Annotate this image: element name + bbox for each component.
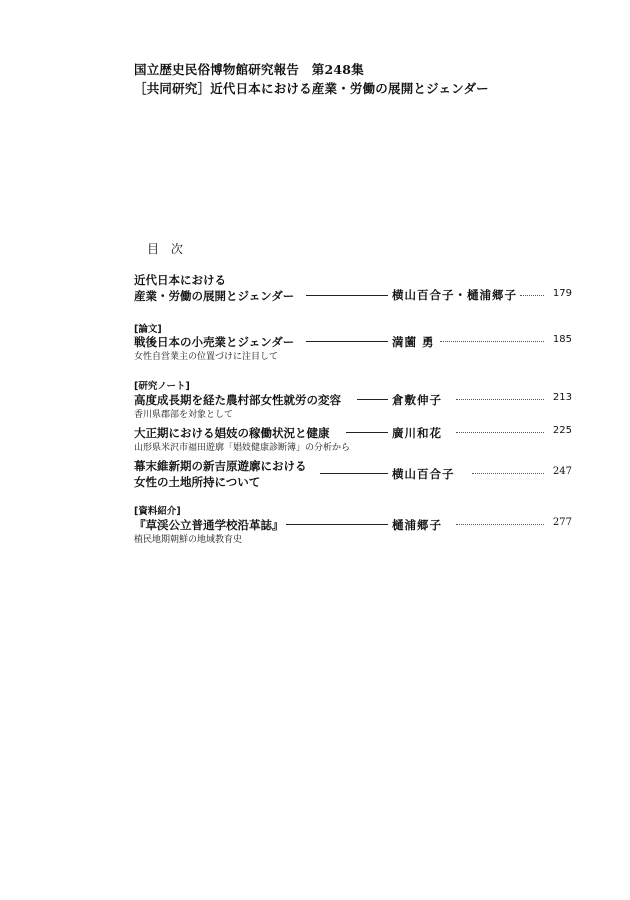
leader-dots [472, 473, 544, 474]
toc-entry-intro[interactable] [134, 272, 572, 304]
entry-page: 179 [552, 288, 572, 299]
entry-author: 満薗 勇 [392, 335, 435, 349]
volume-title: ［共同研究］近代日本における産業・労働の展開とジェンダー [134, 81, 489, 96]
entry-title: 『草渓公立普通学校沿革誌』 [134, 518, 284, 532]
section-label-research-note: [研究ノート] [134, 381, 190, 392]
entry-page: 213 [552, 392, 572, 403]
leader-dash [346, 432, 388, 433]
section-label-material: [資料紹介] [134, 506, 181, 517]
report-header [134, 60, 489, 98]
entry-subtitle: 植民地期朝鮮の地域教育史 [134, 535, 243, 545]
leader-dots [456, 524, 544, 525]
entry-title-line: 女性の土地所持について [134, 475, 261, 489]
entry-author: 樋浦郷子 [392, 518, 442, 532]
entry-page: 277 [552, 517, 572, 528]
entry-title-line: 幕末維新期の新吉原遊廓における [134, 459, 307, 473]
leader-dots [456, 432, 544, 433]
toc-entry[interactable] [134, 458, 572, 490]
toc-heading: 目 次 [147, 242, 187, 256]
toc-entry[interactable] [134, 392, 572, 421]
series-line: 国立歴史民俗博物館研究報告 第248集 [134, 62, 364, 77]
entry-subtitle: 香川県郡部を対象として [134, 410, 234, 420]
entry-author: 廣川和花 [392, 426, 442, 440]
leader-dash [306, 295, 388, 296]
leader-dash [306, 341, 388, 342]
entry-author: 横山百合子 [392, 467, 455, 481]
entry-author: 倉敷伸子 [392, 393, 442, 407]
entry-title-line: 近代日本における [134, 273, 226, 287]
entry-page: 185 [552, 334, 572, 345]
toc-entry[interactable] [134, 425, 572, 454]
entry-title: 戦後日本の小売業とジェンダー [134, 335, 295, 349]
leader-dots [456, 399, 544, 400]
leader-dash [320, 473, 388, 474]
entry-title-line: 産業・労働の展開とジェンダー [134, 289, 295, 303]
leader-dots [520, 295, 544, 296]
entry-page: 225 [552, 425, 572, 436]
toc-entry[interactable] [134, 334, 572, 363]
entry-page: 247 [552, 466, 572, 477]
leader-dash [357, 399, 388, 400]
entry-subtitle: 山形県米沢市福田遊廓「娼妓健康診断簿」の分析から [134, 443, 351, 453]
section-label-paper: [論文] [134, 324, 162, 335]
entry-author: 横山百合子・樋浦郷子 [392, 288, 517, 302]
entry-title: 大正期における娼妓の稼働状況と健康 [134, 426, 330, 440]
entry-subtitle: 女性自営業主の位置づけに注目して [134, 352, 279, 362]
leader-dots [440, 341, 544, 342]
entry-title: 高度成長期を経た農村部女性就労の変容 [134, 393, 341, 407]
leader-dash [286, 524, 388, 525]
toc-entry[interactable] [134, 517, 572, 546]
